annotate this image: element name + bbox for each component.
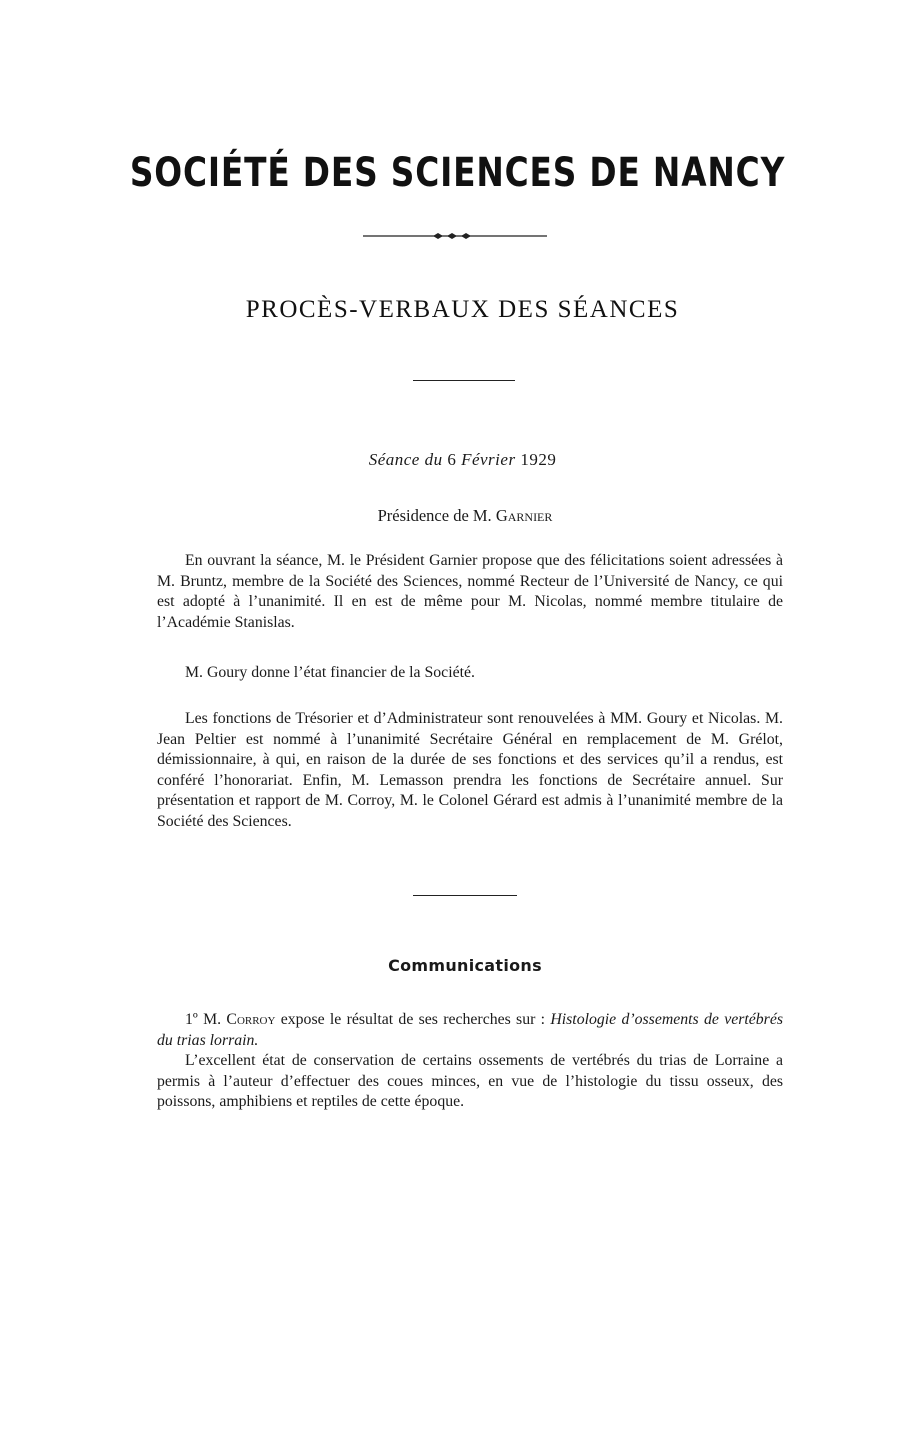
opening-paragraph — [157, 551, 783, 633]
communication-announcement — [157, 1010, 783, 1051]
paragraph-text: M. Goury donne l’état financier de la Société. — [185, 664, 475, 681]
paragraph-text: Les fonctions de Trésorier et d’Administrateur sont renouvelées à MM. Goury et Nicolas. M. Jean Peltier est nommé à l’unanimité Secrétaire Général en remplacement de M. Grélot, démissionnaire, à qui, en raison de la durée de ses fonctions et des services qu’il a rendus, est conféré l’honorariat. Enfin, M. Lemasson prendra les fonctions de Secrétaire annuel. Sur présentation et rapport de M. Corroy, M. le Colonel Gérard est admis à l’unanimité membre de la Société des Sciences. — [157, 710, 783, 830]
communication-title: Histologie d’ossements de vertébrés du trias lorrain. — [157, 1011, 783, 1049]
session-date — [0, 450, 915, 470]
minutes-title: PROCÈS-VERBAUX DES SÉANCES — [245, 296, 680, 323]
paragraph-text: En ouvrant la séance, M. le Président Garnier propose que des félicitations soient adressées à M. Bruntz, membre de la Société des Sciences, nommé Recteur de l’Université de Nancy, ce qui est adopté à l’unanimité. Il en est de même pour M. Nicolas, nommé membre titulaire de l’Académie Stanislas. — [157, 552, 783, 631]
financial-paragraph — [157, 663, 783, 684]
title-ornament — [363, 228, 547, 244]
session-date-prefix: Séance du — [368, 450, 448, 469]
society-title: SOCIÉTÉ DES SCIENCES DE NANCY — [129, 150, 786, 196]
communications-heading: Communications — [388, 956, 542, 975]
presidency-line — [0, 506, 915, 526]
session-date-day: 6 — [447, 450, 457, 469]
session-date-year: 1929 — [520, 450, 557, 469]
communication-item — [157, 1010, 783, 1113]
communication-number: 1º M. — [185, 1011, 227, 1028]
communication-intro: expose le résultat de ses recherches sur : — [275, 1011, 551, 1028]
president-name: Garnier — [495, 506, 553, 525]
appointments-paragraph — [157, 709, 783, 833]
presidency-prefix: Présidence de M. — [377, 506, 496, 525]
section-divider — [413, 380, 515, 381]
communication-author: Corroy — [226, 1011, 276, 1028]
communication-body: L’excellent état de conservation de certains ossements de vertébrés du trias de Lorraine a permis à l’auteur d’effectuer des coues minces, en vue de l’histologie du tissu osseux, des poissons, amphibiens et reptiles de cette époque. — [157, 1052, 783, 1111]
section-divider — [413, 895, 517, 896]
session-date-month: Février — [456, 450, 521, 469]
